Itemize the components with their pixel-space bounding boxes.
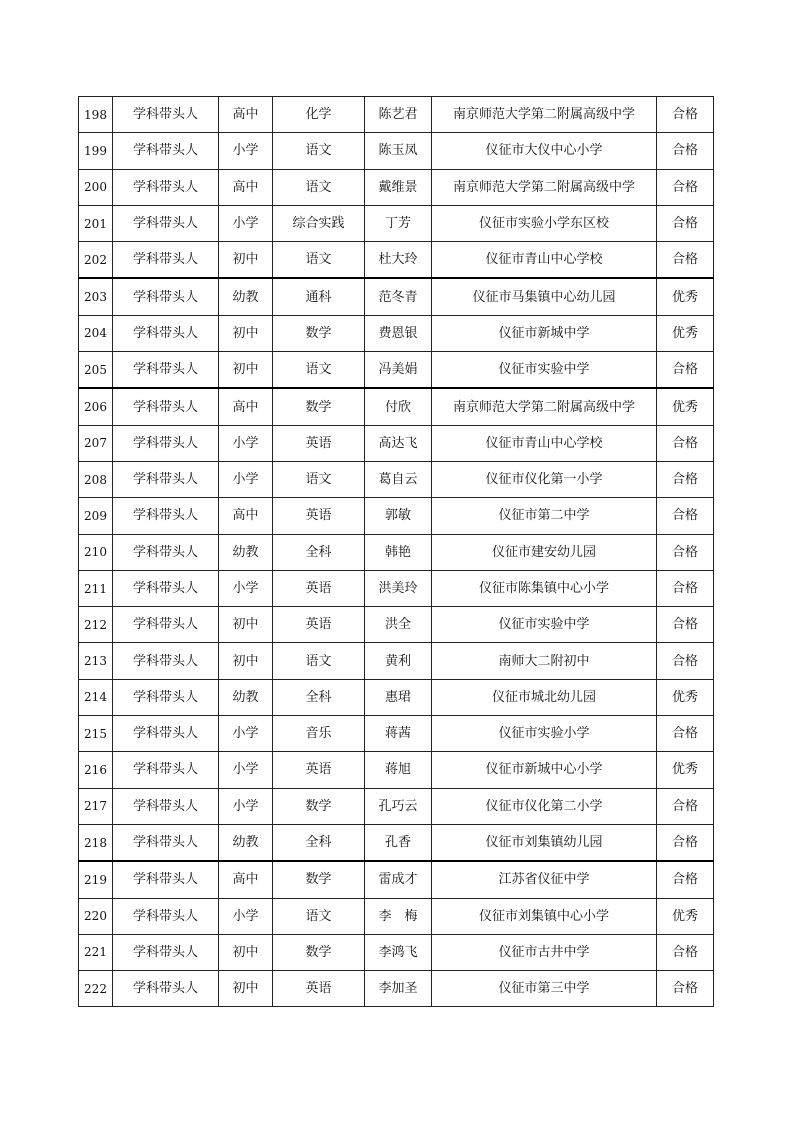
school-name-cell: 南师大二附初中 (432, 643, 657, 679)
table-row (79, 971, 714, 1007)
title-cell: 学科带头人 (113, 643, 219, 679)
table-row (79, 716, 714, 752)
school-name-cell: 仪征市古井中学 (432, 934, 657, 970)
table-row (79, 607, 714, 643)
school-name-cell: 仪征市第二中学 (432, 498, 657, 534)
subject-cell: 通科 (273, 278, 365, 315)
school-level-cell: 幼教 (219, 278, 273, 315)
school-level-cell: 高中 (219, 498, 273, 534)
row-number-cell: 210 (79, 534, 113, 570)
row-number-cell: 214 (79, 679, 113, 715)
title-cell: 学科带头人 (113, 898, 219, 934)
school-level-cell: 小学 (219, 133, 273, 169)
teacher-name-cell: 蒋旭 (365, 752, 432, 788)
school-name-cell: 江苏省仪征中学 (432, 861, 657, 898)
title-cell: 学科带头人 (113, 278, 219, 315)
school-name-cell: 南京师范大学第二附属高级中学 (432, 97, 657, 133)
school-name-cell: 仪征市新城中学 (432, 315, 657, 351)
row-number-cell: 201 (79, 205, 113, 241)
subject-cell: 英语 (273, 607, 365, 643)
teacher-name-cell: 费恩银 (365, 315, 432, 351)
title-cell: 学科带头人 (113, 679, 219, 715)
title-cell: 学科带头人 (113, 388, 219, 425)
school-level-cell: 初中 (219, 934, 273, 970)
subject-cell: 语文 (273, 242, 365, 279)
title-cell: 学科带头人 (113, 824, 219, 861)
evaluation-result-cell: 合格 (657, 242, 714, 279)
school-level-cell: 初中 (219, 607, 273, 643)
table-row (79, 97, 714, 133)
subject-cell: 综合实践 (273, 205, 365, 241)
title-cell: 学科带头人 (113, 97, 219, 133)
evaluation-result-cell: 优秀 (657, 278, 714, 315)
row-number-cell: 199 (79, 133, 113, 169)
subject-cell: 数学 (273, 315, 365, 351)
evaluation-result-cell: 优秀 (657, 679, 714, 715)
school-name-cell: 仪征市实验中学 (432, 607, 657, 643)
subject-cell: 数学 (273, 388, 365, 425)
school-level-cell: 小学 (219, 898, 273, 934)
table-row (79, 242, 714, 279)
subject-cell: 英语 (273, 498, 365, 534)
title-cell: 学科带头人 (113, 752, 219, 788)
school-level-cell: 初中 (219, 352, 273, 389)
table-row (79, 205, 714, 241)
title-cell: 学科带头人 (113, 242, 219, 279)
evaluation-result-cell: 合格 (657, 169, 714, 205)
school-name-cell: 南京师范大学第二附属高级中学 (432, 388, 657, 425)
school-level-cell: 高中 (219, 97, 273, 133)
title-cell: 学科带头人 (113, 971, 219, 1007)
row-number-cell: 212 (79, 607, 113, 643)
table-row (79, 570, 714, 606)
school-level-cell: 小学 (219, 752, 273, 788)
title-cell: 学科带头人 (113, 570, 219, 606)
table-row (79, 898, 714, 934)
row-number-cell: 206 (79, 388, 113, 425)
teacher-name-cell: 丁芳 (365, 205, 432, 241)
school-name-cell: 仪征市实验小学 (432, 716, 657, 752)
teacher-name-cell: 李加圣 (365, 971, 432, 1007)
teacher-name-cell: 陈艺君 (365, 97, 432, 133)
school-name-cell: 仪征市刘集镇中心小学 (432, 898, 657, 934)
subject-cell: 全科 (273, 534, 365, 570)
table-row (79, 169, 714, 205)
evaluation-result-cell: 合格 (657, 425, 714, 461)
title-cell: 学科带头人 (113, 716, 219, 752)
subject-cell: 语文 (273, 169, 365, 205)
teacher-name-cell: 戴维景 (365, 169, 432, 205)
subject-cell: 语文 (273, 898, 365, 934)
row-number-cell: 213 (79, 643, 113, 679)
school-level-cell: 高中 (219, 388, 273, 425)
teacher-name-cell: 陈玉凤 (365, 133, 432, 169)
subject-cell: 数学 (273, 861, 365, 898)
table-row (79, 352, 714, 389)
evaluation-result-cell: 优秀 (657, 315, 714, 351)
school-name-cell: 仪征市城北幼儿园 (432, 679, 657, 715)
subject-cell: 英语 (273, 971, 365, 1007)
school-name-cell: 仪征市大仪中心小学 (432, 133, 657, 169)
subject-cell: 英语 (273, 425, 365, 461)
school-name-cell: 仪征市马集镇中心幼儿园 (432, 278, 657, 315)
row-number-cell: 202 (79, 242, 113, 279)
row-number-cell: 211 (79, 570, 113, 606)
evaluation-result-cell: 合格 (657, 824, 714, 861)
teacher-name-cell: 高达飞 (365, 425, 432, 461)
school-name-cell: 仪征市刘集镇幼儿园 (432, 824, 657, 861)
evaluation-result-cell: 合格 (657, 498, 714, 534)
school-name-cell: 仪征市实验中学 (432, 352, 657, 389)
school-name-cell: 仪征市仪化第一小学 (432, 461, 657, 497)
title-cell: 学科带头人 (113, 315, 219, 351)
school-level-cell: 小学 (219, 461, 273, 497)
evaluation-result-cell: 优秀 (657, 898, 714, 934)
school-level-cell: 幼教 (219, 679, 273, 715)
row-number-cell: 209 (79, 498, 113, 534)
evaluation-result-cell: 合格 (657, 861, 714, 898)
school-name-cell: 仪征市新城中心小学 (432, 752, 657, 788)
table-row (79, 425, 714, 461)
teacher-name-cell: 范冬青 (365, 278, 432, 315)
table-row (79, 788, 714, 824)
school-name-cell: 仪征市建安幼儿园 (432, 534, 657, 570)
teacher-name-cell: 李鸿飞 (365, 934, 432, 970)
title-cell: 学科带头人 (113, 861, 219, 898)
school-level-cell: 幼教 (219, 824, 273, 861)
table-row (79, 643, 714, 679)
subject-cell: 全科 (273, 824, 365, 861)
table-row (79, 133, 714, 169)
row-number-cell: 215 (79, 716, 113, 752)
school-name-cell: 仪征市第三中学 (432, 971, 657, 1007)
subject-cell: 数学 (273, 788, 365, 824)
row-number-cell: 203 (79, 278, 113, 315)
teacher-name-cell: 杜大玲 (365, 242, 432, 279)
school-name-cell: 仪征市陈集镇中心小学 (432, 570, 657, 606)
title-cell: 学科带头人 (113, 169, 219, 205)
evaluation-result-cell: 合格 (657, 607, 714, 643)
school-name-cell: 仪征市青山中心学校 (432, 425, 657, 461)
subject-cell: 化学 (273, 97, 365, 133)
table-row (79, 824, 714, 861)
teacher-name-cell: 雷成才 (365, 861, 432, 898)
evaluation-result-cell: 合格 (657, 97, 714, 133)
table-row (79, 679, 714, 715)
title-cell: 学科带头人 (113, 788, 219, 824)
teacher-name-cell: 惠珺 (365, 679, 432, 715)
title-cell: 学科带头人 (113, 607, 219, 643)
school-level-cell: 高中 (219, 169, 273, 205)
teacher-name-cell: 孔香 (365, 824, 432, 861)
subject-cell: 语文 (273, 352, 365, 389)
evaluation-result-cell: 合格 (657, 971, 714, 1007)
row-number-cell: 220 (79, 898, 113, 934)
teacher-name-cell: 黄利 (365, 643, 432, 679)
row-number-cell: 205 (79, 352, 113, 389)
school-level-cell: 小学 (219, 205, 273, 241)
evaluation-result-cell: 合格 (657, 352, 714, 389)
school-level-cell: 初中 (219, 242, 273, 279)
teacher-name-cell: 蒋茜 (365, 716, 432, 752)
school-name-cell: 南京师范大学第二附属高级中学 (432, 169, 657, 205)
table-row (79, 388, 714, 425)
table-row (79, 934, 714, 970)
evaluation-result-cell: 合格 (657, 461, 714, 497)
roster-table (78, 96, 714, 1007)
evaluation-result-cell: 合格 (657, 205, 714, 241)
school-level-cell: 初中 (219, 971, 273, 1007)
subject-cell: 语文 (273, 643, 365, 679)
row-number-cell: 200 (79, 169, 113, 205)
subject-cell: 英语 (273, 752, 365, 788)
evaluation-result-cell: 合格 (657, 643, 714, 679)
school-level-cell: 高中 (219, 861, 273, 898)
subject-cell: 语文 (273, 133, 365, 169)
evaluation-result-cell: 合格 (657, 788, 714, 824)
row-number-cell: 216 (79, 752, 113, 788)
row-number-cell: 221 (79, 934, 113, 970)
row-number-cell: 218 (79, 824, 113, 861)
subject-cell: 语文 (273, 461, 365, 497)
teacher-name-cell: 洪美玲 (365, 570, 432, 606)
title-cell: 学科带头人 (113, 461, 219, 497)
title-cell: 学科带头人 (113, 352, 219, 389)
table-row (79, 534, 714, 570)
subject-cell: 音乐 (273, 716, 365, 752)
evaluation-result-cell: 优秀 (657, 752, 714, 788)
school-name-cell: 仪征市仪化第二小学 (432, 788, 657, 824)
subject-cell: 数学 (273, 934, 365, 970)
teacher-name-cell: 孔巧云 (365, 788, 432, 824)
table-row (79, 752, 714, 788)
evaluation-result-cell: 合格 (657, 716, 714, 752)
title-cell: 学科带头人 (113, 534, 219, 570)
table-row (79, 461, 714, 497)
row-number-cell: 204 (79, 315, 113, 351)
title-cell: 学科带头人 (113, 425, 219, 461)
subject-cell: 英语 (273, 570, 365, 606)
roster-body (79, 97, 714, 1007)
row-number-cell: 219 (79, 861, 113, 898)
teacher-name-cell: 韩艳 (365, 534, 432, 570)
teacher-name-cell: 葛自云 (365, 461, 432, 497)
title-cell: 学科带头人 (113, 934, 219, 970)
table-row (79, 861, 714, 898)
row-number-cell: 222 (79, 971, 113, 1007)
teacher-name-cell: 付欣 (365, 388, 432, 425)
school-level-cell: 幼教 (219, 534, 273, 570)
school-level-cell: 小学 (219, 716, 273, 752)
title-cell: 学科带头人 (113, 205, 219, 241)
table-row (79, 315, 714, 351)
subject-cell: 全科 (273, 679, 365, 715)
school-level-cell: 小学 (219, 788, 273, 824)
school-level-cell: 小学 (219, 570, 273, 606)
row-number-cell: 198 (79, 97, 113, 133)
evaluation-result-cell: 合格 (657, 133, 714, 169)
school-level-cell: 小学 (219, 425, 273, 461)
row-number-cell: 208 (79, 461, 113, 497)
title-cell: 学科带头人 (113, 133, 219, 169)
teacher-name-cell: 洪全 (365, 607, 432, 643)
row-number-cell: 207 (79, 425, 113, 461)
teacher-name-cell: 李 梅 (365, 898, 432, 934)
evaluation-result-cell: 合格 (657, 934, 714, 970)
evaluation-result-cell: 合格 (657, 570, 714, 606)
row-number-cell: 217 (79, 788, 113, 824)
school-level-cell: 初中 (219, 315, 273, 351)
table-row (79, 278, 714, 315)
evaluation-result-cell: 优秀 (657, 388, 714, 425)
table-row (79, 498, 714, 534)
evaluation-result-cell: 合格 (657, 534, 714, 570)
school-level-cell: 初中 (219, 643, 273, 679)
teacher-name-cell: 郭敏 (365, 498, 432, 534)
school-name-cell: 仪征市实验小学东区校 (432, 205, 657, 241)
teacher-name-cell: 冯美娟 (365, 352, 432, 389)
title-cell: 学科带头人 (113, 498, 219, 534)
school-name-cell: 仪征市青山中心学校 (432, 242, 657, 279)
